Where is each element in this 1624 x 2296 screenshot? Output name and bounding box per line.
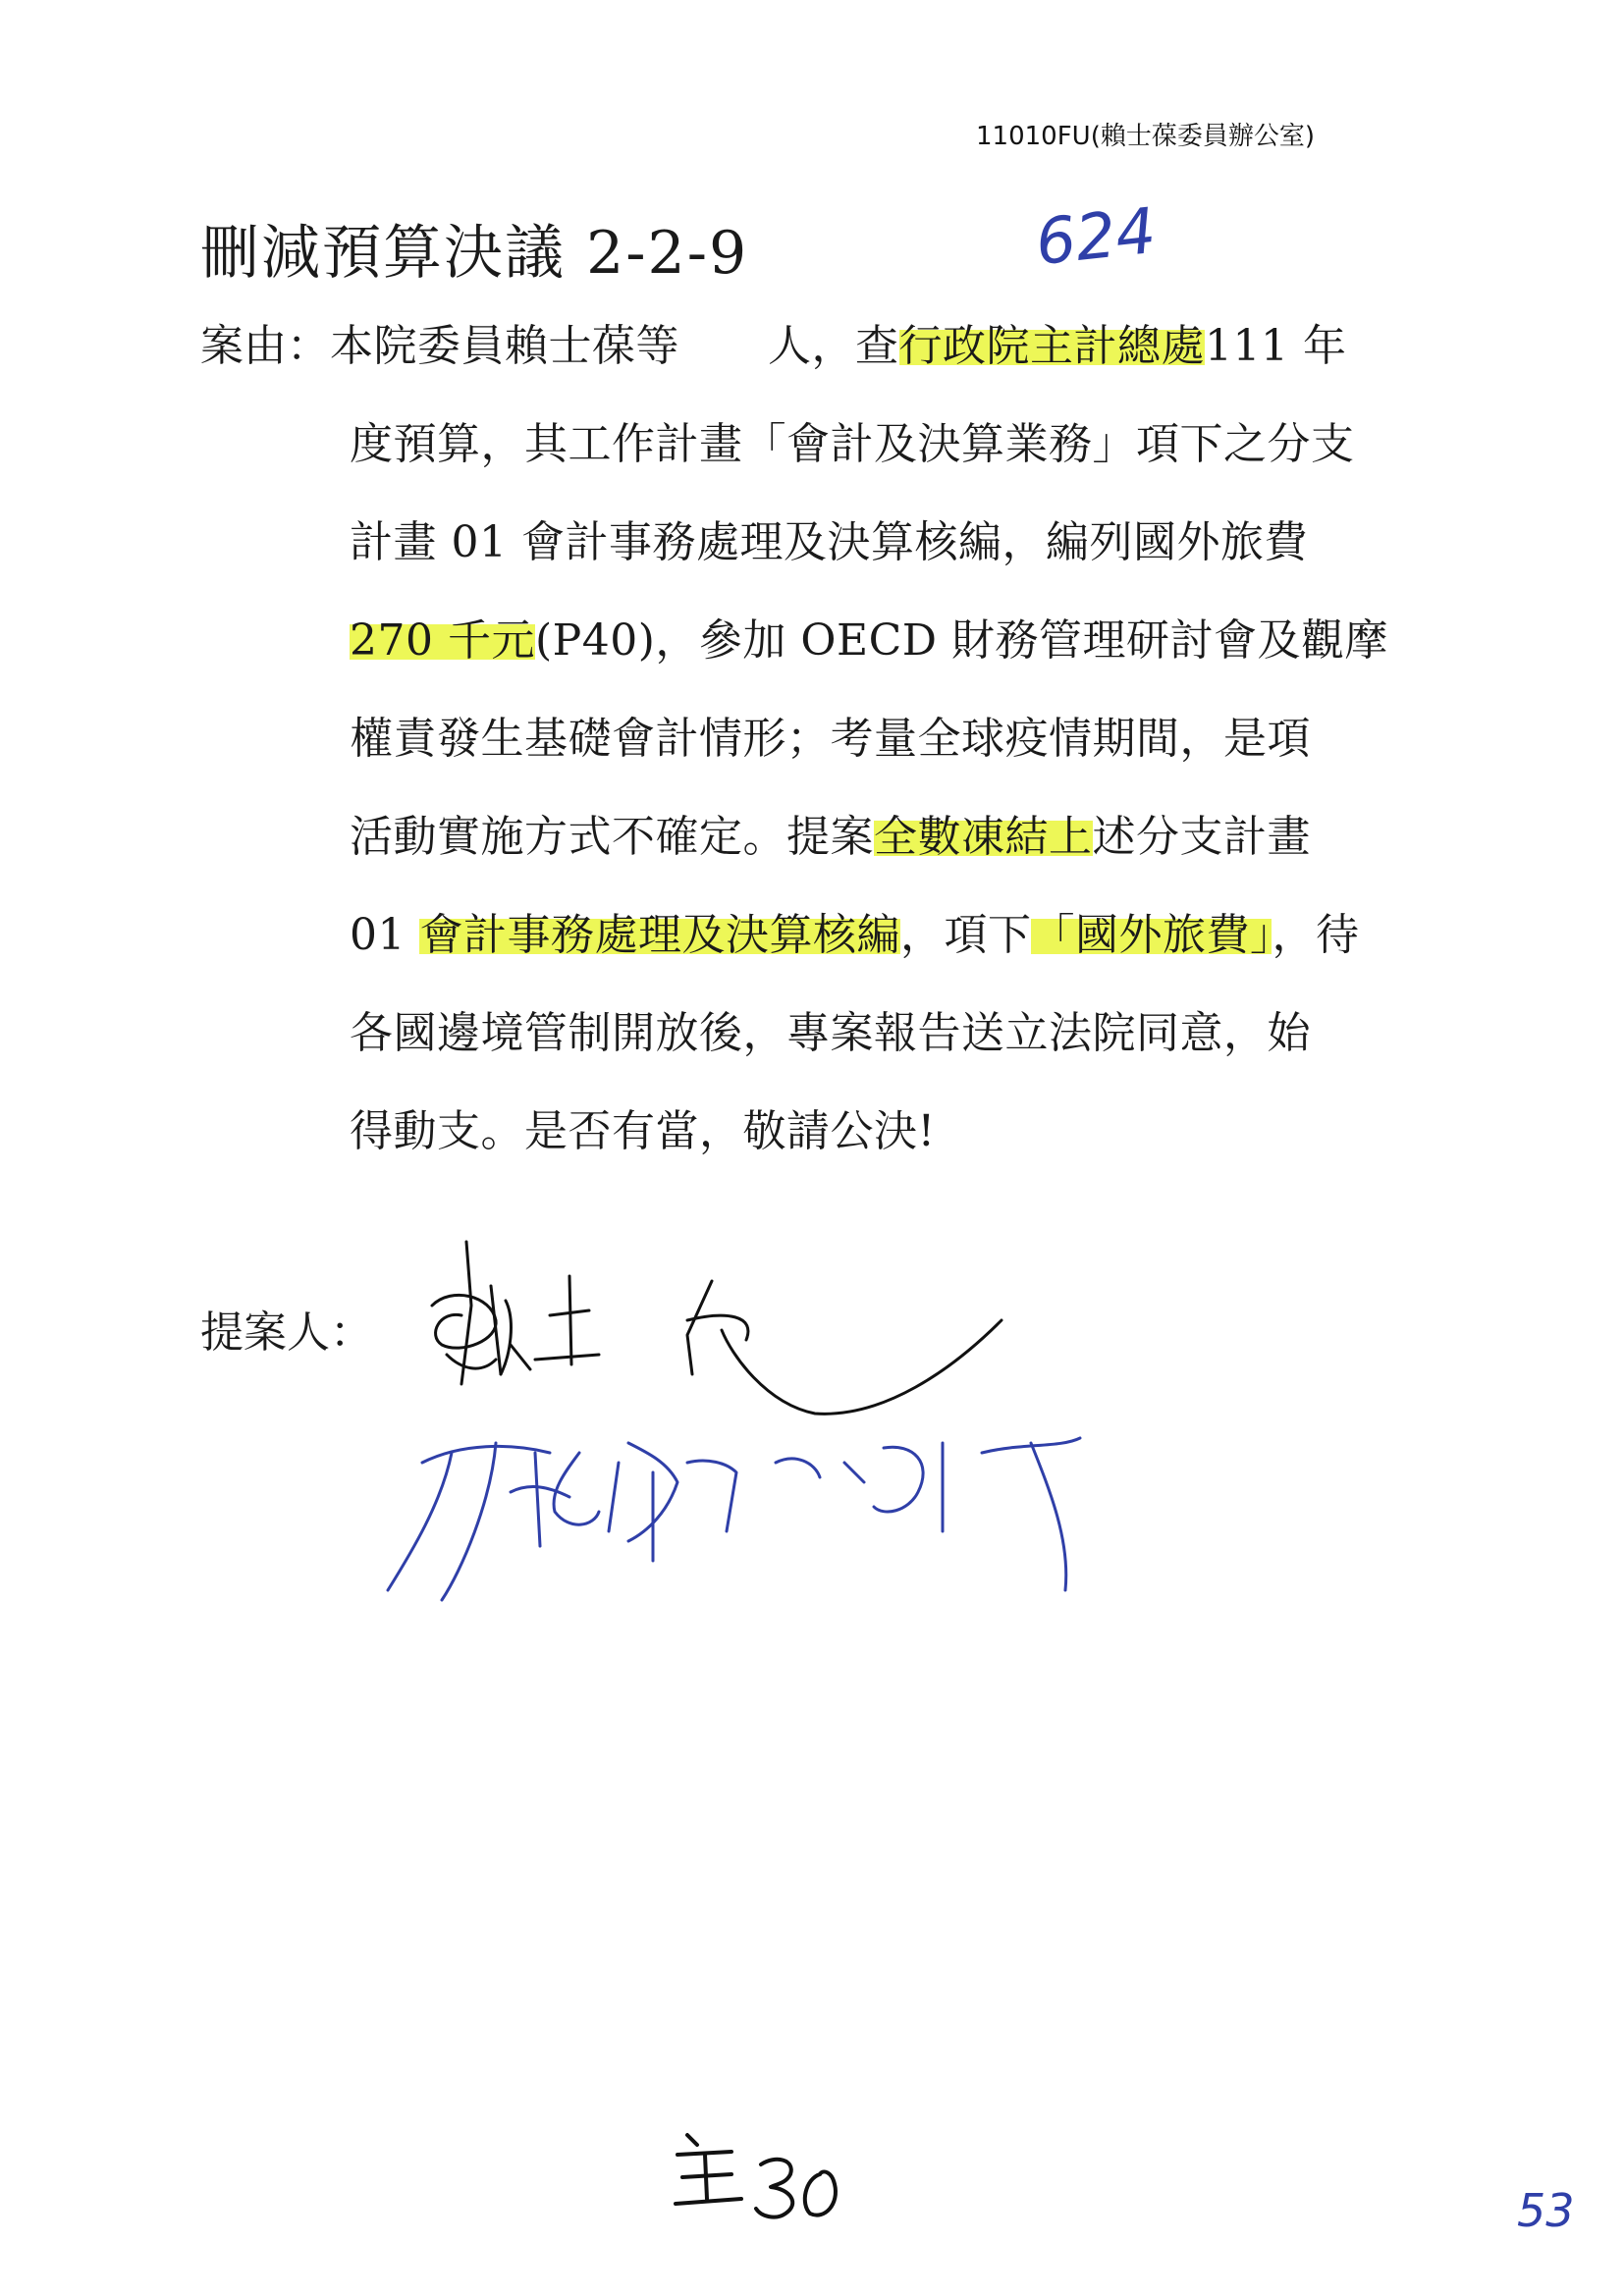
reason-line-2: 度預算，其工作計畫「會計及決算業務」項下之分支 bbox=[350, 419, 1355, 469]
bottom-note-text: 主 30 bbox=[677, 2203, 683, 2205]
reason-line-6-part-a: 活動實施方式不確定。提案 bbox=[350, 812, 874, 862]
reason-label: 案由： bbox=[200, 321, 330, 371]
proposer-label: 提案人： bbox=[200, 1308, 373, 1358]
reason-line-4-rest: (P40)，參加 OECD 財務管理研討會及觀摩 bbox=[534, 615, 1389, 666]
highlight-amount: 270 千元 bbox=[350, 615, 535, 666]
signature-others bbox=[388, 1438, 1080, 1600]
reason-line-5: 權責發生基礎會計情形；考量全球疫情期間，是項 bbox=[350, 714, 1311, 764]
highlight-agency: 行政院主計總處 bbox=[898, 321, 1205, 371]
page-number: 53 bbox=[1517, 2184, 1575, 2237]
reason-line-6-part-c: 述分支計畫 bbox=[1092, 812, 1311, 862]
reason-line-3: 計畫 01 會計事務處理及決算核編，編列國外旅費 bbox=[350, 517, 1308, 567]
office-code: 11010FU(賴士葆委員辦公室) bbox=[976, 122, 1315, 151]
reason-line-9: 得動支。是否有當，敬請公決! bbox=[350, 1106, 936, 1156]
reason-line-7-part-c: ，待 bbox=[1272, 910, 1360, 960]
highlight-program: 會計事務處理及決算核編 bbox=[419, 910, 900, 960]
highlight-travel: 「國外旅費」 bbox=[1031, 910, 1272, 960]
reason-line-1-part-a: 本院委員賴士葆等 bbox=[330, 321, 679, 371]
reason-line-8: 各國邊境管制開放後，專案報告送立法院同意，始 bbox=[350, 1008, 1311, 1058]
reason-line-7-part-b: ，項下 bbox=[899, 910, 1032, 960]
reason-line-7-part-a: 01 bbox=[350, 910, 420, 960]
handwritten-number: 624 bbox=[1032, 194, 1160, 281]
reason-line-1-part-c: 111 年 bbox=[1205, 321, 1347, 371]
handwritten-bottom-note bbox=[676, 2135, 836, 2217]
highlight-freeze: 全數凍結上 bbox=[874, 812, 1093, 862]
signature-lai bbox=[432, 1242, 1001, 1414]
page-title: 刪減預算決議 2-2-9 bbox=[200, 219, 749, 288]
reason-line-1-part-b: 人，查 bbox=[768, 321, 899, 371]
